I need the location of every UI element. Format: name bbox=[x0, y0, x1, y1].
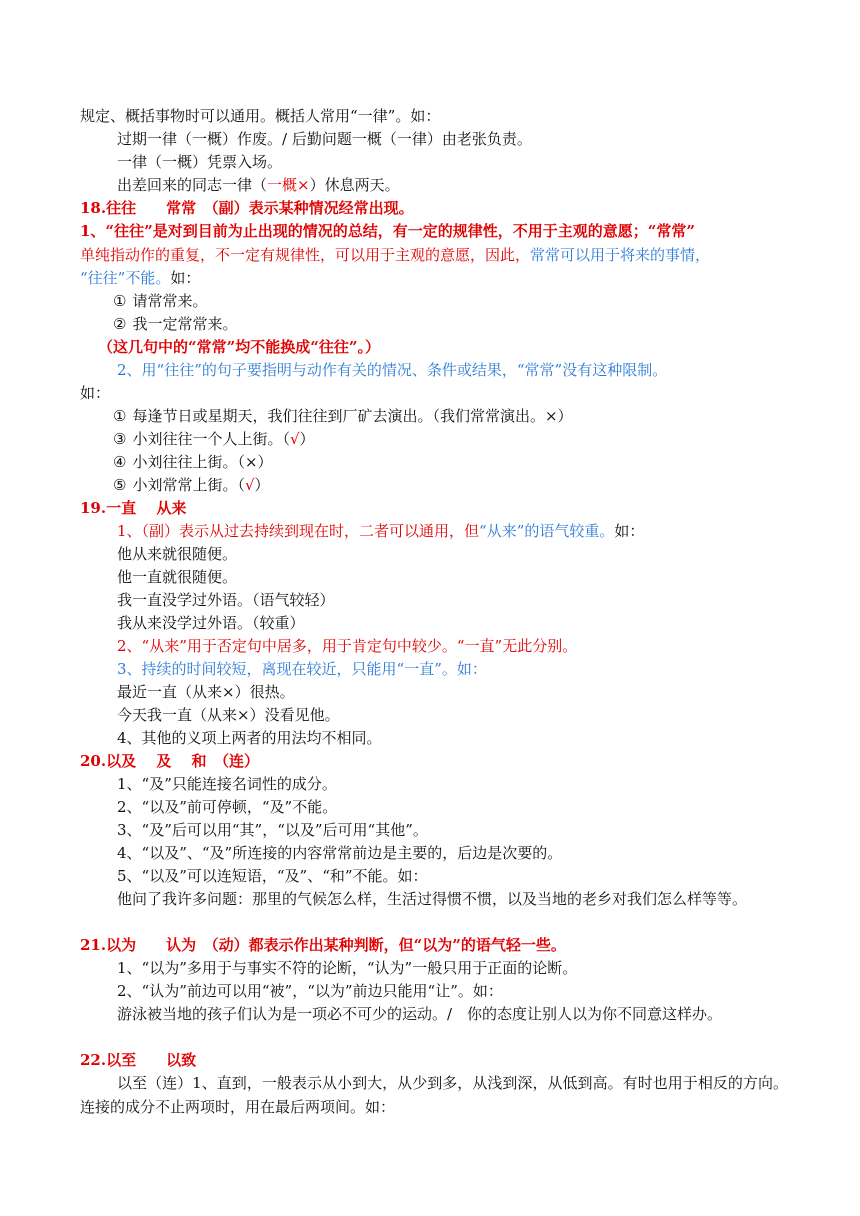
example-paragraph: 他问了我许多问题：那里的气候怎么样，生活过得惯不惯，以及当地的老乡对我们怎么样等等。 bbox=[117, 890, 748, 908]
note-line: （这几句中的“常常”均不能换成“往往”。） bbox=[98, 338, 381, 356]
numbered-example bbox=[113, 312, 792, 336]
circled-number: ④ bbox=[113, 453, 127, 471]
example-line bbox=[117, 173, 792, 197]
circled-number: ① bbox=[113, 407, 127, 425]
example-line: 他一直就很随便。 bbox=[117, 568, 238, 586]
rule-paragraph-cont bbox=[80, 266, 792, 290]
circled-number: ③ bbox=[113, 430, 127, 448]
text-segment: 如： bbox=[614, 522, 645, 540]
example-text: 小刘常常上街。（ bbox=[132, 476, 245, 494]
section-heading-21: 21.以为 认为 （动）都表示作出某种判断，但“以为”的语气轻一些。 bbox=[80, 936, 566, 954]
rule-line: 2、“认为”前边可以用“被”，“以为”前边只能用“让”。如： bbox=[117, 982, 503, 1000]
rule-highlight: 常常可以用于将来的事情， bbox=[530, 246, 711, 264]
definition-paragraph: 以至（连）1、直到，一般表示从小到大，从少到多，从浅到深，从低到高。有时也用于相反的方向。连接的成分不止两项时，用在最后两项间。如： bbox=[80, 1074, 788, 1116]
rule-line: 4、其他的义项上两者的用法均不相同。 bbox=[117, 729, 382, 747]
rule-line: 1、“及”只能连接名词性的成分。 bbox=[117, 775, 337, 793]
text-line: 如： bbox=[80, 384, 111, 402]
example-line: 他从来就很随便。 bbox=[117, 545, 238, 563]
rule-line: 5、“以及”可以连短语，“及”、“和”不能。如： bbox=[117, 867, 428, 885]
example-text: 请常常来。 bbox=[132, 292, 208, 310]
text-line: 规定、概括事物时可以通用。概括人常用“一律”。如： bbox=[80, 107, 441, 125]
circled-number: ⑤ bbox=[113, 476, 127, 494]
example-text: 我一定常常来。 bbox=[132, 315, 238, 333]
section-heading-18: 18.往往 常常 （副）表示某种情况经常出现。 bbox=[80, 199, 414, 217]
example-line: 最近一直（从来×）很热。 bbox=[117, 683, 295, 701]
example-text: 每逢节日或星期天，我们往往到厂矿去演出。（我们常常演出。×） bbox=[132, 407, 573, 425]
rule-line: 2、“从来”用于否定句中居多，用于肯定句中较少。“一直”无此分别。 bbox=[117, 637, 578, 655]
rule-line: 3、“及”后可以用“其”，“以及”后可用“其他”。 bbox=[117, 821, 428, 839]
numbered-example bbox=[113, 473, 792, 497]
example-paragraph: 游泳被当地的孩子们认为是一项必不可少的运动。/ 你的态度让别人以为你不同意这样办。 bbox=[117, 1005, 723, 1023]
example-line: 我一直没学过外语。（语气较轻） bbox=[117, 591, 335, 609]
rule-text: 1、（副）表示从过去持续到现在时，二者可以通用，但 bbox=[117, 522, 480, 540]
numbered-example bbox=[113, 427, 792, 451]
rule-text: 单纯指动作的重复，不一定有规律性，可以用于主观的意愿，因此， bbox=[80, 246, 531, 264]
rule-line: 3、持续的时间较短，离现在较近，只能用“一直”。如： bbox=[117, 660, 487, 678]
rule-paragraph bbox=[80, 219, 792, 243]
section-heading-19: 19.一直 从来 bbox=[80, 499, 187, 517]
numbered-example bbox=[113, 289, 792, 313]
text-segment: 出差回来的同志一律（ bbox=[117, 176, 268, 194]
example-line: 今天我一直（从来×）没看见他。 bbox=[117, 706, 340, 724]
numbered-example bbox=[113, 450, 792, 474]
rule-line: 2、用“往往”的句子要指明与动作有关的情况、条件或结果，“常常”没有这种限制。 bbox=[117, 361, 668, 379]
example-line: 一律（一概）凭票入场。 bbox=[117, 153, 283, 171]
example-text: ） bbox=[299, 430, 315, 448]
circled-number: ② bbox=[113, 315, 127, 333]
example-line: 我从来没学过外语。（较重） bbox=[117, 614, 305, 632]
text-segment: 如： bbox=[170, 269, 201, 287]
check-mark: √ bbox=[289, 430, 300, 448]
rule-line: 1、“以为”多用于与事实不符的论断，“认为”一般只用于正面的论断。 bbox=[117, 959, 578, 977]
rule-highlight: “从来”的语气较重。 bbox=[479, 522, 615, 540]
rule-line bbox=[117, 519, 792, 543]
rule-paragraph-cont bbox=[80, 243, 792, 267]
section-heading-20: 20.以及 及 和 （连） bbox=[80, 752, 260, 770]
rule-highlight: “往往”不能。 bbox=[80, 269, 171, 287]
text-segment: ）休息两天。 bbox=[309, 176, 400, 194]
wrong-usage-mark: 一概× bbox=[267, 176, 310, 194]
rule-text: 1、“往往”是对到目前为止出现的情况的总结，有一定的规律性，不用于主观的意愿；“常常” bbox=[80, 222, 695, 240]
example-text: 小刘往往上街。（×） bbox=[132, 453, 273, 471]
check-mark: √ bbox=[244, 476, 255, 494]
numbered-example bbox=[113, 404, 792, 428]
example-text: 小刘往往一个人上街。（ bbox=[132, 430, 290, 448]
example-text: ） bbox=[254, 476, 270, 494]
rule-line: 2、“以及”前可停顿，“及”不能。 bbox=[117, 798, 338, 816]
circled-number: ① bbox=[113, 292, 127, 310]
rule-line: 4、“以及”、“及”所连接的内容常常前边是主要的，后边是次要的。 bbox=[117, 844, 563, 862]
example-line: 过期一律（一概）作废。/ 后勤问题一概（一律）由老张负责。 bbox=[117, 130, 532, 148]
section-heading-22: 22.以至 以致 bbox=[80, 1051, 197, 1069]
